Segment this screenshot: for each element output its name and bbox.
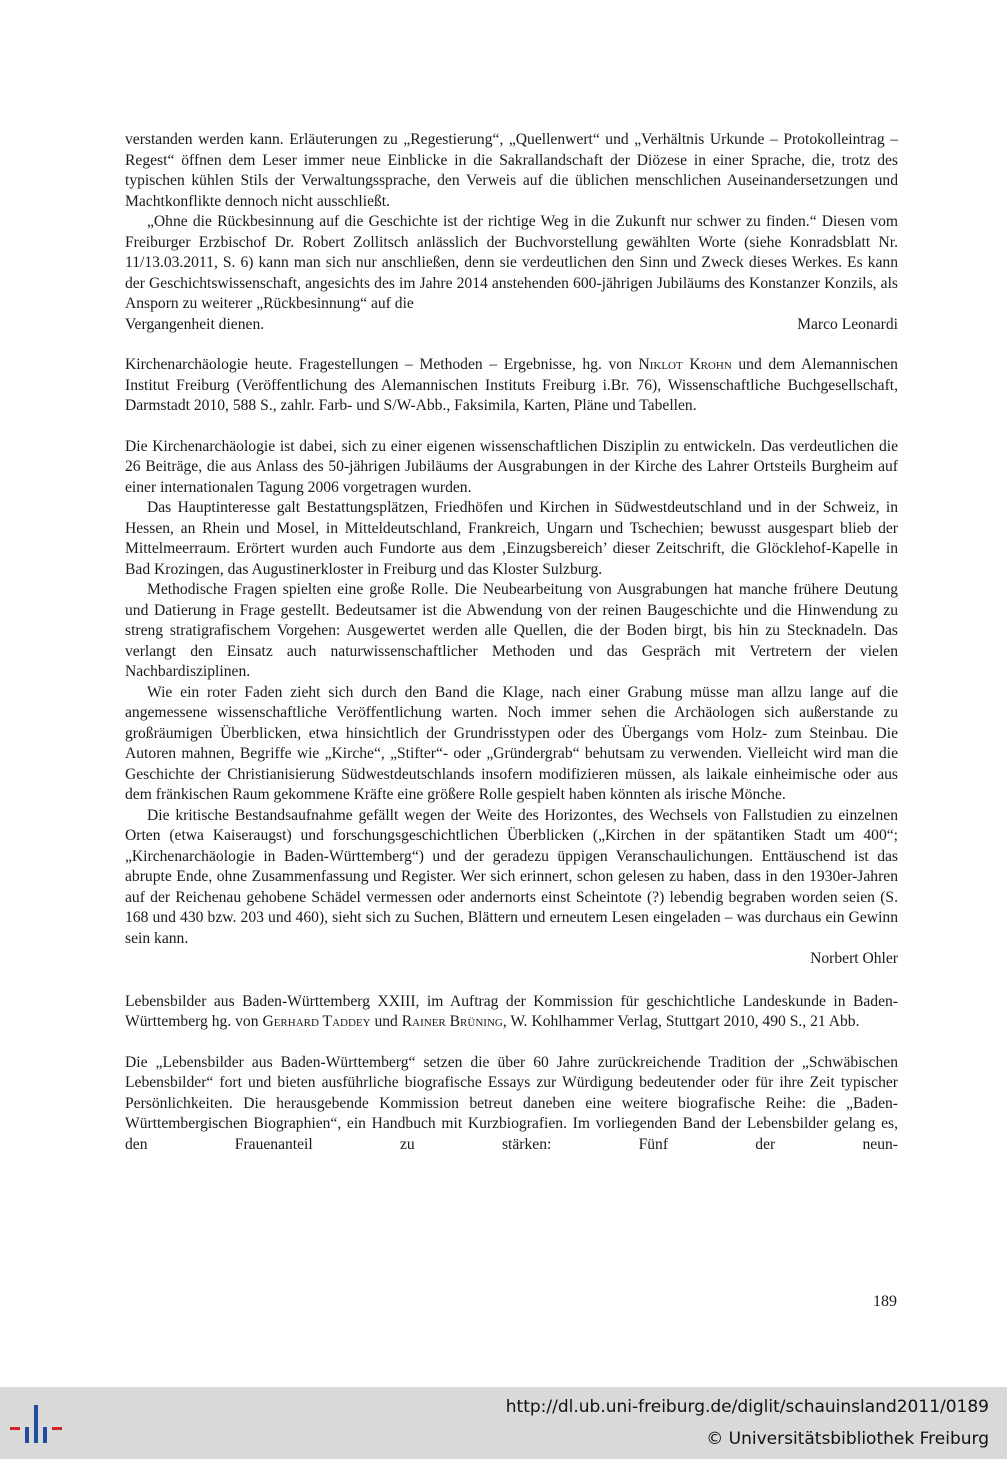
page-body xyxy=(125,130,898,1155)
review2-paragraph-4: Wie ein roter Faden zieht sich durch den Band die Klage, nach einer Grabung müsse man allzu lange auf die angemessene wissenschaftliche Veröffentlichung warten. Noch immer sehen die Archäologen sich außerstande zu großräumigen Überblicken, etwa hinsichtlich der Grundrisstypen oder des Übergangs vom Holz- zum Steinbau. Die Autoren mahnen, Begriffe wie „Kirche“, „Stifter“- oder „Gründergrab“ behutsam zu verwenden. Vielleicht wird man die Geschichte der Christianisierung Südwestdeutschlands insofern modifizieren müssen, als laikale einheimische oder aus dem fränkischen Raum gekommene Kräfte eine größere Rolle gespielt haben könnten als irische Mönche. xyxy=(125,683,898,803)
review3-heading-text: Lebensbilder aus Baden-Württemberg XXIII, im Auftrag der Kommission für geschichtliche Landeskunde in Baden-Württemberg hg. von xyxy=(125,992,898,1030)
section-gap xyxy=(125,335,898,355)
section-gap xyxy=(125,417,898,437)
review2-heading-text: Kirchenarchäologie heute. Fragestellungen – Methoden – Ergebnisse, hg. von xyxy=(125,356,639,373)
review1-paragraph-2-end: Vergangenheit dienen. xyxy=(125,315,265,333)
review1-paragraph-1: verstanden werden kann. Erläuterungen zu „Regestierung“, „Quellenwert“ und „Verhältnis Urkunde – Protokolleintrag – Regest“ öffnen dem Leser immer neue Einblicke in die Sakrallandschaft der Diözese in einer Sprache, die, trotz des typischen kühlen Stils der Verwaltungssprache, den Verweis auf die üblichen menschlichen Auseinandersetzungen und Machtkonflikte dennoch nicht ausschließt. xyxy=(125,131,898,210)
review3-heading-author-2: Rainer Brüning xyxy=(401,1013,503,1030)
footer-bar xyxy=(0,1387,1007,1459)
review3-paragraph-1: Die „Lebensbilder aus Baden-Württemberg“ setzen die über 60 Jahre zurückreichende Tradition der „Schwäbischen Lebensbilder“ fort und bieten ausführliche biografische Essays zur Würdigung bedeutender oder für ihre Zeit typischer Persönlichkeiten. Die herausgebende Kommission betreut daneben eine weitere biografische Reihe: die „Baden-Württembergischen Biographien“, ein Handbuch mit Kurzbiografien. Im vorliegenden Band der Lebensbilder gelang es, den Frauenanteil zu stärken: Fünf der neun- xyxy=(125,1053,898,1153)
review1-paragraph-2: „Ohne die Rückbesinnung auf die Geschichte ist der richtige Weg in die Zukunft nur schwer zu finden.“ Diesen vom Freiburger Erzbischof Dr. Robert Zollitsch anlässlich der Buchvorstellung gewählten Worte (siehe Konradsblatt Nr. 11/13.03.2011, S. 6) kann man sich nur anschließen, denn sie verdeutlichen den Sinn und Zweck dieses Werkes. Es kann der Geschichtswissenschaft, angesichts des im Jahre 2014 anstehenden 600-jährigen Jubiläums des Konstanzer Konzils, als Ansporn zu weiterer „Rückbesinnung“ auf die xyxy=(125,213,898,312)
review3-heading-details: , W. Kohlhammer Verlag, Stuttgart 2010, 490 S., 21 Abb. xyxy=(502,1013,860,1030)
review2-paragraph-5: Die kritische Bestandsaufnahme gefällt wegen der Weite des Horizontes, des Wechsels von Fallstudien zu einzelnen Orten (etwa Kaiseraugst) und forschungsgeschichtlichen Überblicken („Kirchen in der spätantiken Stadt um 400“; „Kirchenarchäologie in Baden-Württemberg“) und der geradezu üppigen Veranschaulichungen. Enttäuschend ist das abrupte Ende, ohne Zusammenfassung und Register. Wer sich erinnert, schon gelesen zu haben, dass in den 1930er-Jahren auf der Reichenau gehobene Schädel vermessen oder andernorts einst Scheintote (?) lebendig begraben worden seien (S. 168 und 430 bzw. 203 und 460), sieht sich zu Suchen, Blättern und erneutem Lesen eingeladen – was durchaus ein Gewinn sein kann. xyxy=(125,806,898,947)
footer-copyright: © Universitätsbibliothek Freiburg xyxy=(706,1429,989,1449)
section-gap xyxy=(125,970,898,992)
review2-paragraph-2: Das Hauptinteresse galt Bestattungsplätzen, Friedhöfen und Kirchen in Südwestdeutschland und in der Schweiz, in Hessen, an Rhein und Mosel, in Mitteldeutschland, Frankreich, Ungarn und Tschechien; bewusst ausgespart blieb der Mittelmeerraum. Erörtert wurden auch Fundorte aus dem ‚Einzugsbereich’ dieser Zeitschrift, die Glöcklehof-Kapelle in Bad Krozingen, das Augustinerkloster in Freiburg und das Kloster Sulzburg. xyxy=(125,499,898,578)
review1-signature: Marco Leonardi xyxy=(797,315,898,333)
library-logo-icon xyxy=(6,1399,66,1451)
page-number: 189 xyxy=(873,1293,897,1310)
review1-closing-line xyxy=(125,315,898,336)
review2-heading-author: Niklot Krohn xyxy=(638,356,732,373)
review3-heading-author-1: Gerhard Taddey xyxy=(262,1013,371,1030)
review2-signature: Norbert Ohler xyxy=(810,950,898,967)
review3-heading xyxy=(125,992,898,1033)
review3-heading-connector: und xyxy=(370,1013,402,1030)
review2-heading xyxy=(125,355,898,417)
review2-heading-details: und dem Alemannischen Institut Freiburg (Veröffentlichung des Alemannischen Instituts Freiburg i.Br. 76), Wissenschaftliche Buchgesellschaft, Darmstadt 2010, 588 S., zahlr. Farb- und S/W-Abb., Faksimila, Karten, Pläne und Tabellen. xyxy=(125,356,898,414)
review2-paragraph-3: Methodische Fragen spielten eine große Rolle. Die Neubearbeitung von Ausgrabungen hat manche frühere Deutung und Datierung in Frage gestellt. Bedeutsamer ist die Abwendung von der reinen Baugeschichte und die Hinwendung zu streng stratigrafischem Vorgehen: Ausgewertet werden alle Quellen, die der Boden birgt, bis hin zu Stecknadeln. Das verlangt den Einsatz auch naturwissenschaftlicher Methoden und das Gespräch mit Vertretern der vielen Nachbardisziplinen. xyxy=(125,581,898,680)
section-gap xyxy=(125,1033,898,1053)
review2-paragraph-1: Die Kirchenarchäologie ist dabei, sich zu einer eigenen wissenschaftlichen Disziplin zu entwickeln. Das verdeutlichen die 26 Beiträge, die aus Anlass des 50-jährigen Jubiläums der Ausgrabungen in der Kirche des Lahrer Ortsteils Burgheim auf einer internationalen Tagung 2006 vorgetragen wurden. xyxy=(125,437,898,496)
footer-url-link[interactable]: http://dl.ub.uni-freiburg.de/diglit/schauinsland2011/0189 xyxy=(505,1397,989,1417)
